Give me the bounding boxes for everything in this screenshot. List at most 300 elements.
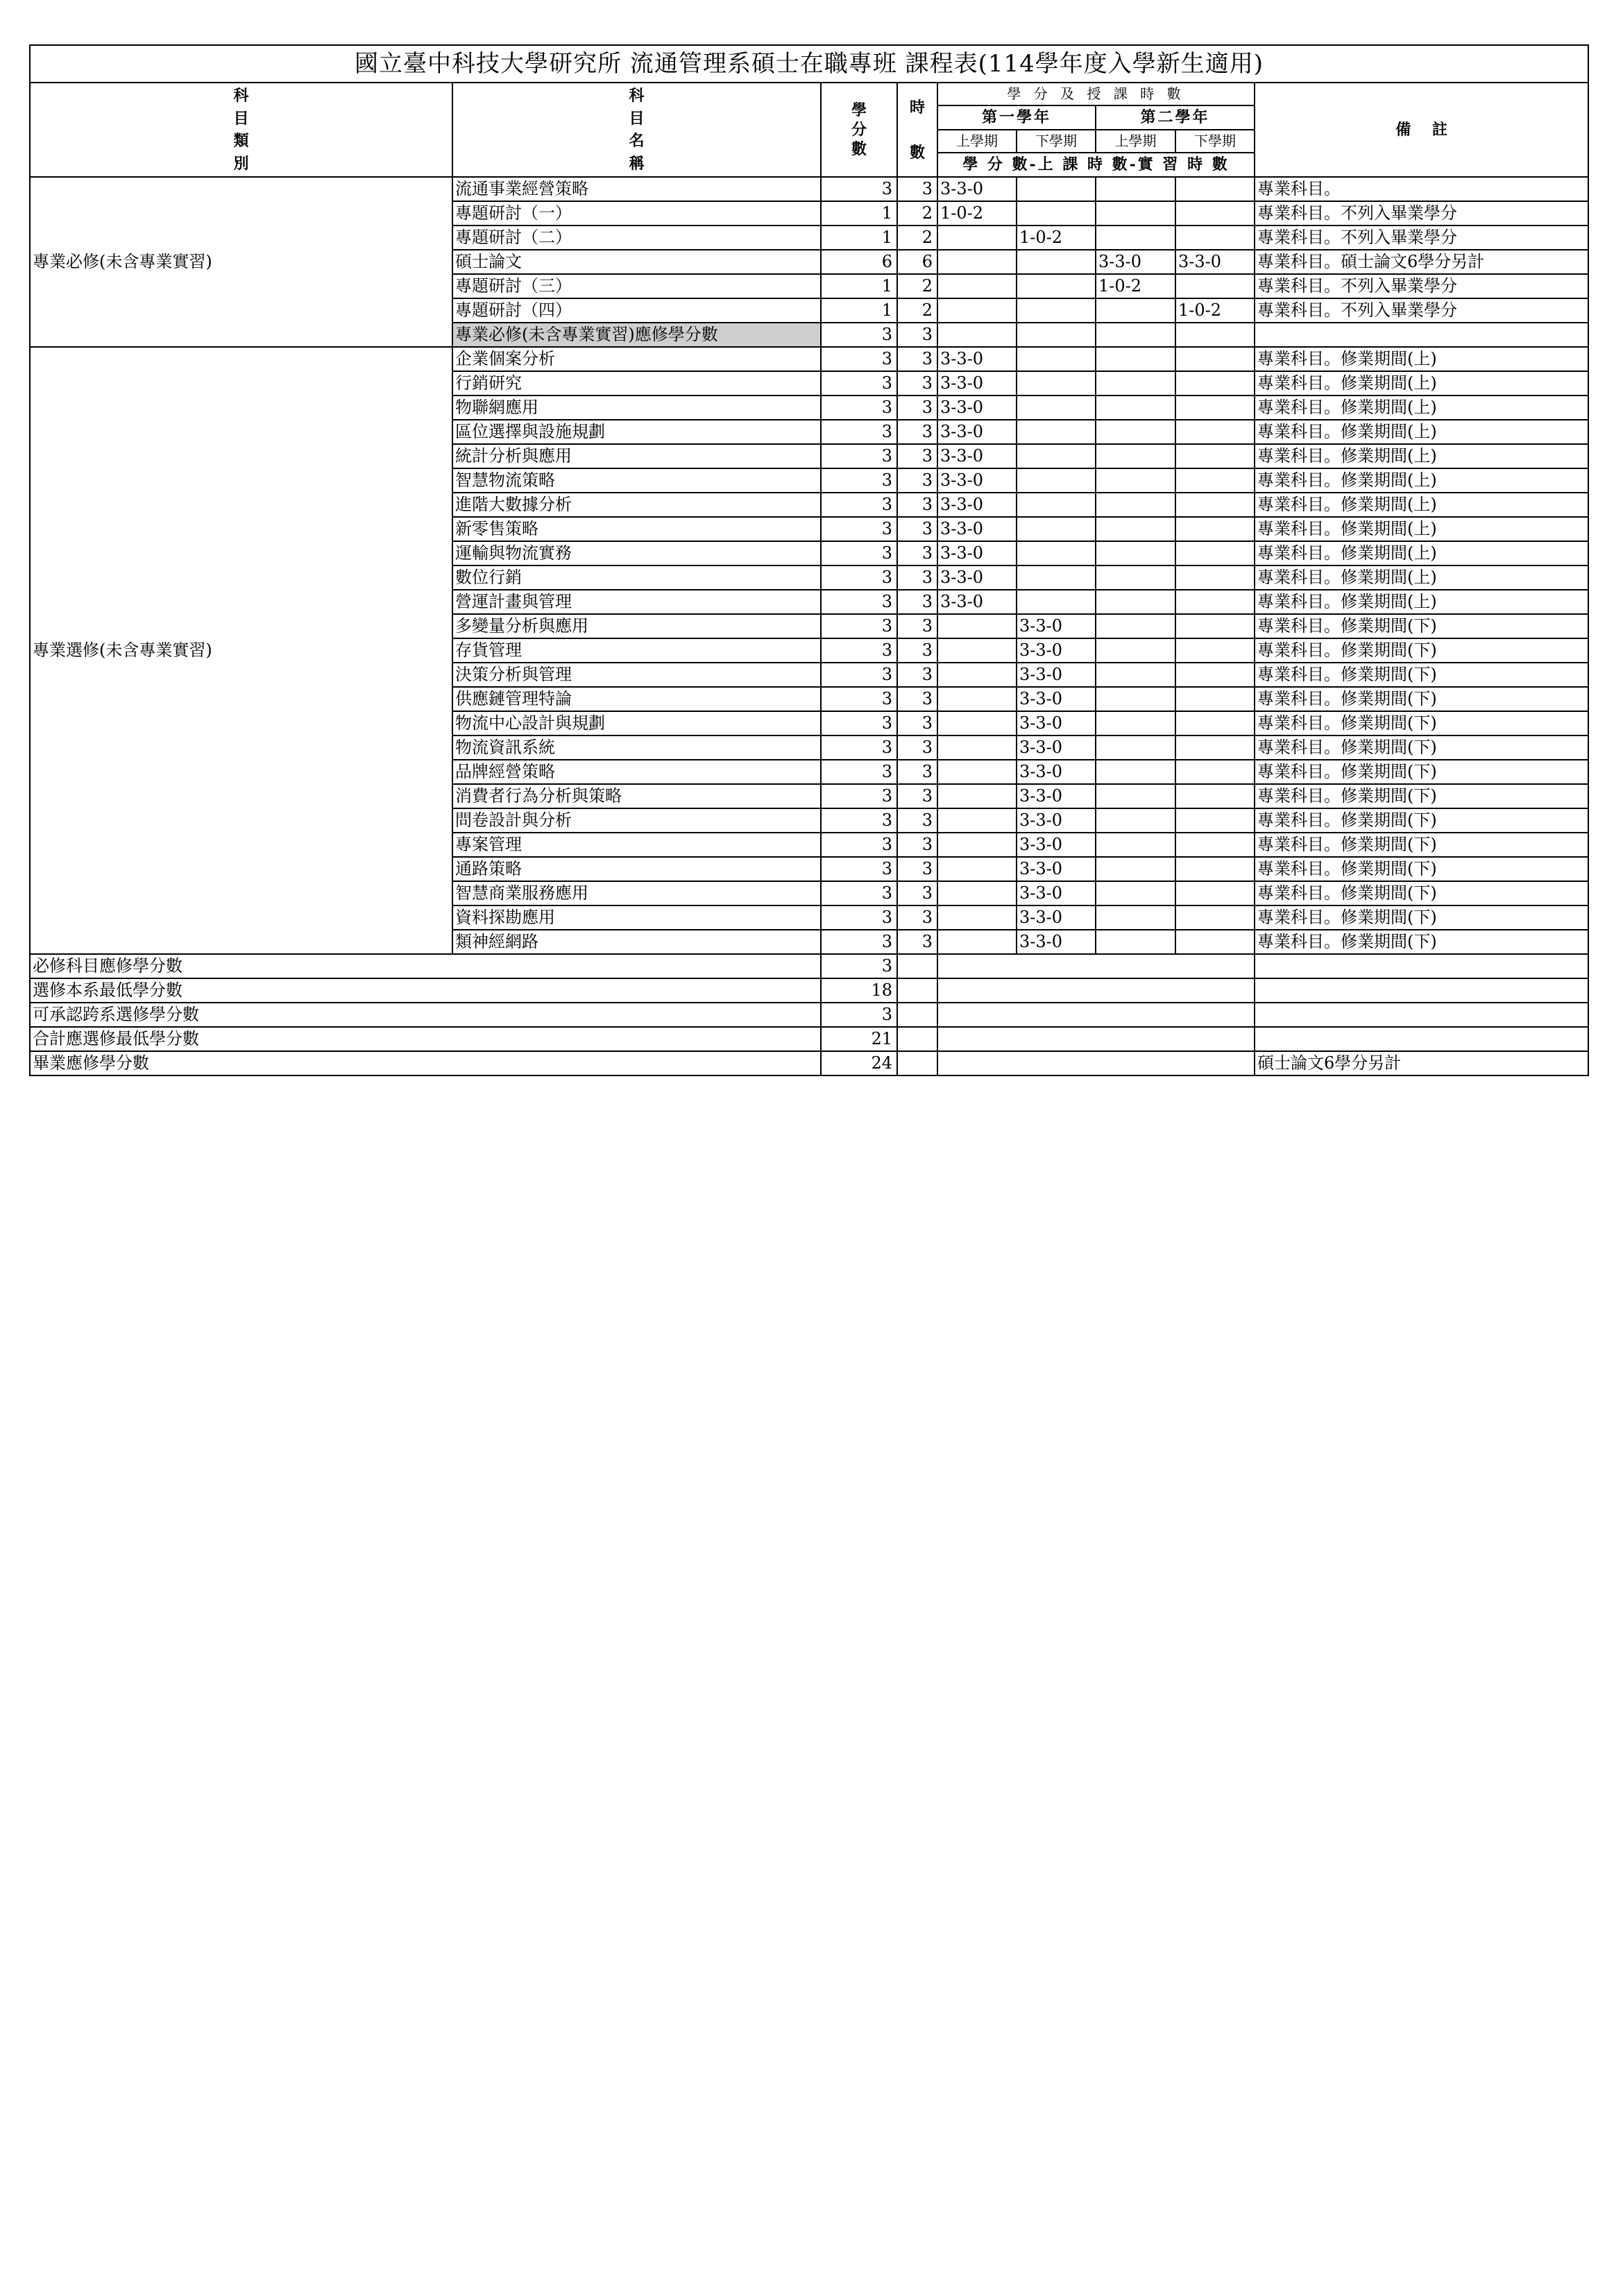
credits-cell: 3 [821,420,897,444]
credits-cell: 3 [821,517,897,541]
schedule-cell-y2u [1096,760,1175,784]
schedule-cell-y1u [937,905,1017,930]
remarks-cell: 專業科目。修業期間(上) [1255,493,1588,517]
hours-cell: 3 [897,541,937,566]
header-course-name: 科 目 名 稱 [452,83,821,177]
hours-cell: 3 [897,396,937,420]
remarks-cell: 專業科目。修業期間(下) [1255,760,1588,784]
remarks-cell: 專業科目。修業期間(下) [1255,735,1588,760]
schedule-cell-y1u [937,250,1017,274]
credits-cell: 6 [821,250,897,274]
remarks-cell: 專業科目。不列入畢業學分 [1255,226,1588,250]
remarks-cell: 專業科目。修業期間(上) [1255,347,1588,371]
credits-cell: 3 [821,541,897,566]
course-name-cell: 統計分析與應用 [452,444,821,468]
schedule-cell-y2u [1096,541,1175,566]
schedule-cell-y2u [1096,468,1175,493]
hours-cell: 3 [897,371,937,396]
schedule-cell-y1u [937,614,1017,638]
summary-credits: 24 [821,1051,897,1075]
hours-cell: 3 [897,590,937,614]
credits-cell: 3 [821,833,897,857]
schedule-cell-y1u [937,663,1017,687]
schedule-cell-y1u [937,323,1017,347]
summary-note [1255,978,1588,1003]
schedule-cell-y2u [1096,833,1175,857]
remarks-cell: 專業科目。修業期間(下) [1255,808,1588,833]
header-y1-upper: 上學期 [937,130,1017,153]
schedule-cell-y2l [1175,201,1255,226]
summary-schedule-empty [937,954,1255,978]
course-name-cell: 供應鏈管理特論 [452,687,821,711]
credits-cell: 3 [821,905,897,930]
summary-credits: 21 [821,1027,897,1051]
schedule-cell-y1l [1017,468,1096,493]
schedule-cell-y1l: 1-0-2 [1017,226,1096,250]
summary-empty [897,954,937,978]
remarks-cell: 專業科目。修業期間(上) [1255,468,1588,493]
schedule-cell-y1l [1017,323,1096,347]
credits-cell: 3 [821,347,897,371]
summary-empty [897,978,937,1003]
schedule-cell-y2u [1096,687,1175,711]
schedule-cell-y2u [1096,566,1175,590]
schedule-cell-y2l [1175,905,1255,930]
credits-cell: 3 [821,663,897,687]
schedule-cell-y1l: 3-3-0 [1017,808,1096,833]
hours-cell: 3 [897,614,937,638]
schedule-cell-y1u: 3-3-0 [937,396,1017,420]
schedule-cell-y1l [1017,493,1096,517]
schedule-cell-y2u [1096,493,1175,517]
remarks-cell: 專業科目。修業期間(下) [1255,663,1588,687]
schedule-cell-y2l [1175,687,1255,711]
schedule-cell-y2l [1175,493,1255,517]
schedule-cell-y1l [1017,420,1096,444]
category-cell: 專業必修(未含專業實習) [30,177,452,347]
schedule-cell-y2l [1175,177,1255,201]
schedule-cell-y2u [1096,930,1175,954]
schedule-cell-y2u: 1-0-2 [1096,274,1175,298]
header-category: 科 目 類 別 [30,83,452,177]
schedule-cell-y1l: 3-3-0 [1017,784,1096,808]
schedule-cell-y2l: 1-0-2 [1175,298,1255,323]
summary-label: 選修本系最低學分數 [30,978,821,1003]
course-name-cell: 專題研討（三） [452,274,821,298]
credits-cell: 3 [821,857,897,881]
credits-cell: 3 [821,735,897,760]
schedule-cell-y1l: 3-3-0 [1017,638,1096,663]
schedule-cell-y2u [1096,517,1175,541]
schedule-cell-y1l: 3-3-0 [1017,760,1096,784]
hours-cell: 3 [897,420,937,444]
credits-cell: 3 [821,396,897,420]
hours-cell: 3 [897,881,937,905]
schedule-cell-y2u [1096,420,1175,444]
schedule-cell-y2l [1175,347,1255,371]
credits-cell: 1 [821,298,897,323]
course-name-cell: 流通事業經營策略 [452,177,821,201]
credits-cell: 3 [821,808,897,833]
schedule-cell-y2l [1175,323,1255,347]
summary-credits: 18 [821,978,897,1003]
course-name-cell: 專題研討（一） [452,201,821,226]
course-name-cell: 進階大數據分析 [452,493,821,517]
schedule-cell-y1l: 3-3-0 [1017,735,1096,760]
remarks-cell: 專業科目。修業期間(下) [1255,930,1588,954]
schedule-cell-y2l [1175,566,1255,590]
hours-cell: 3 [897,930,937,954]
schedule-cell-y1u [937,226,1017,250]
schedule-cell-y2u [1096,177,1175,201]
credits-cell: 3 [821,881,897,905]
schedule-cell-y2l [1175,371,1255,396]
category-cell: 專業選修(未含專業實習) [30,347,452,954]
header-year-1: 第一學年 [937,105,1096,130]
hours-cell: 3 [897,905,937,930]
schedule-cell-y1l [1017,541,1096,566]
remarks-cell: 專業科目。修業期間(上) [1255,444,1588,468]
remarks-cell: 專業科目。不列入畢業學分 [1255,298,1588,323]
schedule-cell-y1l [1017,201,1096,226]
hours-cell: 3 [897,468,937,493]
hours-cell: 3 [897,687,937,711]
schedule-cell-y2u [1096,881,1175,905]
schedule-cell-y1l [1017,347,1096,371]
course-name-cell: 品牌經營策略 [452,760,821,784]
schedule-cell-y2u [1096,323,1175,347]
schedule-cell-y1l [1017,590,1096,614]
schedule-cell-y1u [937,298,1017,323]
remarks-cell: 專業科目。 [1255,177,1588,201]
schedule-cell-y1u [937,687,1017,711]
remarks-cell: 專業科目。碩士論文6學分另計 [1255,250,1588,274]
course-name-cell: 專案管理 [452,833,821,857]
summary-note [1255,954,1588,978]
remarks-cell: 專業科目。修業期間(下) [1255,857,1588,881]
hours-cell: 3 [897,444,937,468]
course-name-cell: 物流資訊系統 [452,735,821,760]
schedule-cell-y2l [1175,833,1255,857]
header-year-2: 第二學年 [1096,105,1255,130]
hours-cell: 3 [897,857,937,881]
summary-row [30,1027,1588,1051]
schedule-cell-y1u: 3-3-0 [937,493,1017,517]
schedule-cell-y1u: 3-3-0 [937,566,1017,590]
header-credits: 學 分 數 [821,83,897,177]
hours-cell: 2 [897,298,937,323]
course-name-cell: 運輸與物流實務 [452,541,821,566]
schedule-cell-y2l [1175,808,1255,833]
schedule-cell-y2l [1175,590,1255,614]
schedule-cell-y2l [1175,638,1255,663]
schedule-cell-y2l [1175,541,1255,566]
credits-cell: 3 [821,760,897,784]
summary-empty [897,1027,937,1051]
course-name-cell: 專題研討（四） [452,298,821,323]
remarks-cell: 專業科目。修業期間(上) [1255,396,1588,420]
schedule-cell-y2l [1175,663,1255,687]
schedule-cell-y2u [1096,347,1175,371]
schedule-cell-y1l: 3-3-0 [1017,614,1096,638]
schedule-cell-y2l [1175,711,1255,735]
credits-cell: 3 [821,711,897,735]
hours-cell: 3 [897,711,937,735]
credits-cell: 3 [821,930,897,954]
course-name-cell: 問卷設計與分析 [452,808,821,833]
course-name-cell: 碩士論文 [452,250,821,274]
summary-credits: 3 [821,1003,897,1027]
schedule-cell-y2u [1096,371,1175,396]
hours-cell: 3 [897,808,937,833]
schedule-cell-y2u [1096,857,1175,881]
hours-cell: 3 [897,517,937,541]
schedule-cell-y1u: 3-3-0 [937,371,1017,396]
credits-cell: 3 [821,687,897,711]
header-hours: 時 數 [897,83,937,177]
credits-cell: 3 [821,468,897,493]
hours-cell: 6 [897,250,937,274]
schedule-cell-y2l [1175,857,1255,881]
remarks-cell: 專業科目。修業期間(上) [1255,566,1588,590]
summary-note: 碩士論文6學分另計 [1255,1051,1588,1075]
course-name-cell: 資料探勘應用 [452,905,821,930]
hours-cell: 3 [897,638,937,663]
hours-cell: 3 [897,735,937,760]
course-name-cell: 物聯網應用 [452,396,821,420]
remarks-cell: 專業科目。不列入畢業學分 [1255,201,1588,226]
schedule-cell-y2l [1175,226,1255,250]
course-name-cell: 智慧商業服務應用 [452,881,821,905]
schedule-cell-y2u [1096,201,1175,226]
schedule-cell-y1u [937,638,1017,663]
schedule-cell-y2u [1096,298,1175,323]
schedule-cell-y1u: 3-3-0 [937,444,1017,468]
summary-empty [897,1003,937,1027]
summary-row [30,954,1588,978]
schedule-cell-y2u [1096,663,1175,687]
credits-cell: 1 [821,226,897,250]
schedule-cell-y2l: 3-3-0 [1175,250,1255,274]
schedule-cell-y2l [1175,881,1255,905]
schedule-cell-y1l: 3-3-0 [1017,663,1096,687]
schedule-cell-y2u [1096,711,1175,735]
credits-cell: 3 [821,323,897,347]
hours-cell: 2 [897,274,937,298]
course-name-cell: 多變量分析與應用 [452,614,821,638]
schedule-cell-y1u: 3-3-0 [937,517,1017,541]
course-name-cell: 存貨管理 [452,638,821,663]
schedule-cell-y1u [937,274,1017,298]
hours-cell: 3 [897,760,937,784]
schedule-cell-y1u [937,735,1017,760]
summary-note [1255,1003,1588,1027]
schedule-cell-y1l [1017,517,1096,541]
hours-cell: 2 [897,201,937,226]
remarks-cell: 專業科目。修業期間(下) [1255,614,1588,638]
hours-cell: 2 [897,226,937,250]
course-name-cell: 專題研討（二） [452,226,821,250]
course-name-cell: 智慧物流策略 [452,468,821,493]
header-remarks: 備 註 [1255,83,1588,177]
schedule-cell-y2u [1096,638,1175,663]
schedule-cell-y1l [1017,177,1096,201]
course-name-cell: 數位行銷 [452,566,821,590]
schedule-cell-y1l [1017,250,1096,274]
schedule-cell-y2u [1096,590,1175,614]
credits-cell: 3 [821,371,897,396]
header-y2-lower: 下學期 [1175,130,1255,153]
schedule-cell-y1u [937,760,1017,784]
schedule-cell-y1u: 3-3-0 [937,177,1017,201]
schedule-cell-y1l [1017,274,1096,298]
hours-cell: 3 [897,493,937,517]
remarks-cell: 專業科目。修業期間(下) [1255,784,1588,808]
schedule-cell-y1l [1017,298,1096,323]
course-name-cell: 通路策略 [452,857,821,881]
summary-note [1255,1027,1588,1051]
remarks-cell: 專業科目。不列入畢業學分 [1255,274,1588,298]
remarks-cell: 專業科目。修業期間(下) [1255,905,1588,930]
header-y2-upper: 上學期 [1096,130,1175,153]
hours-cell: 3 [897,566,937,590]
course-name-cell: 消費者行為分析與策略 [452,784,821,808]
schedule-cell-y1u [937,833,1017,857]
course-name-cell: 物流中心設計與規劃 [452,711,821,735]
summary-label: 必修科目應修學分數 [30,954,821,978]
schedule-cell-y1l: 3-3-0 [1017,687,1096,711]
summary-empty [897,1051,937,1075]
remarks-cell: 專業科目。修業期間(上) [1255,541,1588,566]
hours-cell: 3 [897,347,937,371]
course-name-cell: 類神經網路 [452,930,821,954]
summary-schedule-empty [937,978,1255,1003]
credits-cell: 3 [821,614,897,638]
summary-row [30,1003,1588,1027]
summary-schedule-empty [937,1003,1255,1027]
schedule-cell-y2l [1175,468,1255,493]
credits-cell: 3 [821,444,897,468]
schedule-cell-y1l [1017,566,1096,590]
schedule-cell-y2l [1175,420,1255,444]
schedule-cell-y2l [1175,517,1255,541]
credits-cell: 1 [821,201,897,226]
remarks-cell: 專業科目。修業期間(下) [1255,687,1588,711]
course-name-cell: 區位選擇與設施規劃 [452,420,821,444]
schedule-cell-y1l: 3-3-0 [1017,833,1096,857]
schedule-cell-y1u [937,881,1017,905]
credits-cell: 3 [821,177,897,201]
credits-cell: 3 [821,566,897,590]
table-row [30,177,1588,201]
table-row [30,347,1588,371]
header-y1-lower: 下學期 [1017,130,1096,153]
credits-cell: 3 [821,784,897,808]
summary-label: 可承認跨系選修學分數 [30,1003,821,1027]
page-title: 國立臺中科技大學研究所 流通管理系碩士在職專班 課程表(114學年度入學新生適用) [30,45,1588,83]
summary-row [30,978,1588,1003]
schedule-cell-y1u: 3-3-0 [937,420,1017,444]
schedule-cell-y2l [1175,784,1255,808]
summary-schedule-empty [937,1027,1255,1051]
course-name-cell: 決策分析與管理 [452,663,821,687]
summary-label: 畢業應修學分數 [30,1051,821,1075]
schedule-cell-y2u [1096,905,1175,930]
schedule-cell-y2u [1096,396,1175,420]
schedule-cell-y2l [1175,444,1255,468]
header-format-note: 學 分 數-上 課 時 數-實 習 時 數 [937,153,1255,177]
credits-cell: 3 [821,493,897,517]
schedule-cell-y1u: 3-3-0 [937,347,1017,371]
course-name-cell: 營運計畫與管理 [452,590,821,614]
schedule-cell-y1u: 1-0-2 [937,201,1017,226]
schedule-cell-y2l [1175,735,1255,760]
remarks-cell: 專業科目。修業期間(下) [1255,833,1588,857]
hours-cell: 3 [897,323,937,347]
schedule-cell-y2u [1096,784,1175,808]
credits-cell: 1 [821,274,897,298]
schedule-cell-y2u [1096,735,1175,760]
schedule-cell-y2u [1096,226,1175,250]
course-name-cell: 專業必修(未含專業實習)應修學分數 [452,323,821,347]
schedule-cell-y2l [1175,274,1255,298]
curriculum-table [29,44,1589,1076]
hours-cell: 3 [897,663,937,687]
remarks-cell: 專業科目。修業期間(下) [1255,881,1588,905]
credits-cell: 3 [821,590,897,614]
schedule-cell-y1u: 3-3-0 [937,468,1017,493]
hours-cell: 3 [897,177,937,201]
course-name-cell: 行銷研究 [452,371,821,396]
remarks-cell: 專業科目。修業期間(上) [1255,371,1588,396]
hours-cell: 3 [897,833,937,857]
remarks-cell: 專業科目。修業期間(上) [1255,590,1588,614]
summary-credits: 3 [821,954,897,978]
schedule-cell-y1l: 3-3-0 [1017,930,1096,954]
header-schedule-title: 學 分 及 授 課 時 數 [937,83,1255,105]
schedule-cell-y1l: 3-3-0 [1017,881,1096,905]
schedule-cell-y1l [1017,444,1096,468]
remarks-cell: 專業科目。修業期間(上) [1255,517,1588,541]
schedule-cell-y1u [937,930,1017,954]
schedule-cell-y2l [1175,930,1255,954]
schedule-cell-y1l: 3-3-0 [1017,711,1096,735]
schedule-cell-y1l [1017,396,1096,420]
course-name-cell: 新零售策略 [452,517,821,541]
schedule-cell-y1u [937,808,1017,833]
remarks-cell: 專業科目。修業期間(下) [1255,638,1588,663]
summary-label: 合計應選修最低學分數 [30,1027,821,1051]
schedule-cell-y1u [937,857,1017,881]
remarks-cell [1255,323,1588,347]
schedule-cell-y1l: 3-3-0 [1017,857,1096,881]
remarks-cell: 專業科目。修業期間(下) [1255,711,1588,735]
summary-schedule-empty [937,1051,1255,1075]
course-name-cell: 企業個案分析 [452,347,821,371]
schedule-cell-y2l [1175,760,1255,784]
schedule-cell-y1u [937,711,1017,735]
credits-cell: 3 [821,638,897,663]
schedule-cell-y2u: 3-3-0 [1096,250,1175,274]
schedule-cell-y2l [1175,614,1255,638]
summary-row [30,1051,1588,1075]
schedule-cell-y1l [1017,371,1096,396]
schedule-cell-y1u [937,784,1017,808]
schedule-cell-y2u [1096,444,1175,468]
schedule-cell-y1u: 3-3-0 [937,541,1017,566]
schedule-cell-y1l: 3-3-0 [1017,905,1096,930]
remarks-cell: 專業科目。修業期間(上) [1255,420,1588,444]
